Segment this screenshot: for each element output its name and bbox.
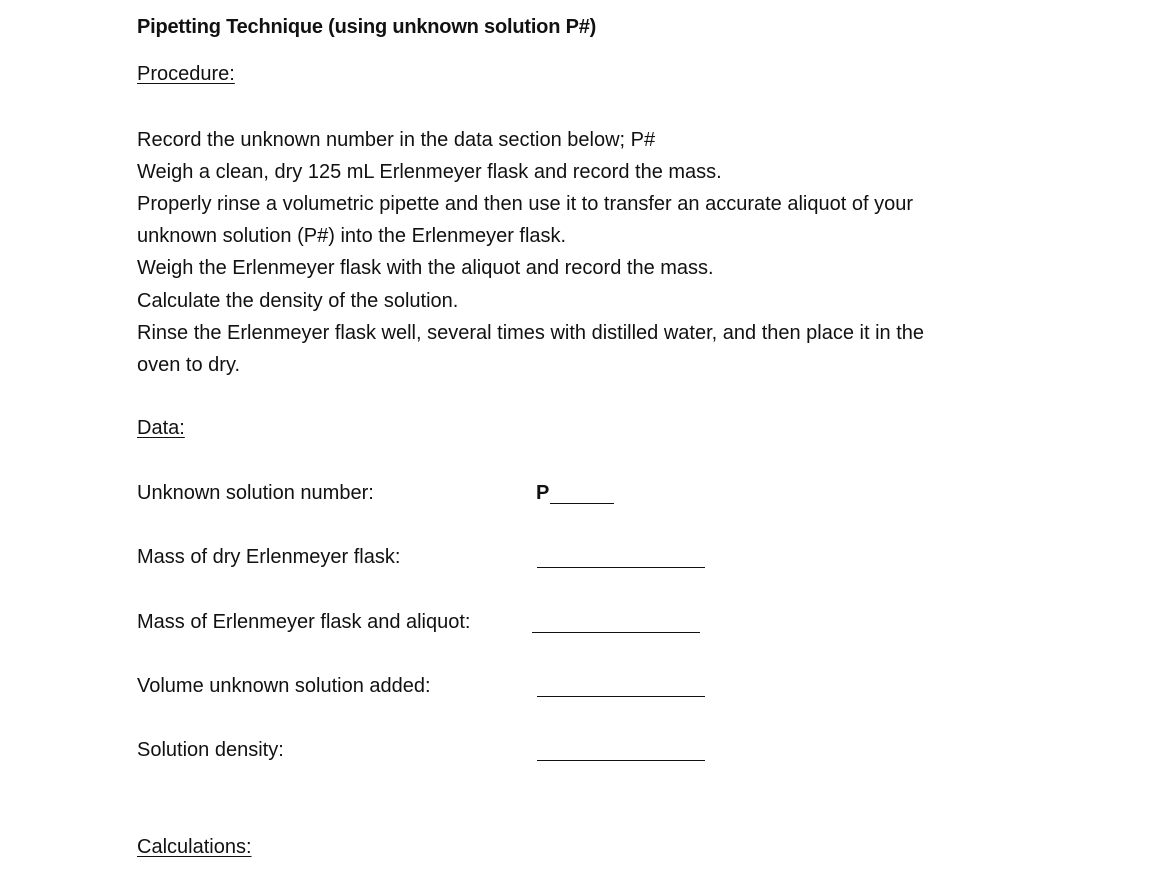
unknown-solution-prefix: P	[536, 482, 550, 504]
procedure-heading: Procedure:	[137, 63, 235, 85]
mass-dry-flask-label: Mass of dry Erlenmeyer flask:	[137, 546, 401, 568]
calculations-heading: Calculations:	[137, 836, 252, 858]
solution-density-blank[interactable]	[537, 760, 705, 761]
volume-added-label: Volume unknown solution added:	[137, 675, 431, 697]
mass-flask-aliquot-label: Mass of Erlenmeyer flask and aliquot:	[137, 611, 471, 633]
mass-flask-aliquot-blank[interactable]	[532, 632, 700, 633]
procedure-line: Properly rinse a volumetric pipette and then use it to transfer an accurate aliquot of your	[137, 193, 913, 215]
unknown-solution-number-label: Unknown solution number:	[137, 482, 374, 504]
procedure-line: unknown solution (P#) into the Erlenmeyer flask.	[137, 225, 567, 247]
solution-density-label: Solution density:	[137, 739, 284, 761]
procedure-line: Calculate the density of the solution.	[137, 290, 459, 312]
mass-dry-flask-blank[interactable]	[537, 567, 705, 568]
procedure-line: Weigh a clean, dry 125 mL Erlenmeyer flask and record the mass.	[137, 161, 722, 183]
data-heading: Data:	[137, 417, 185, 439]
document-title: Pipetting Technique (using unknown solution P#)	[137, 16, 597, 38]
unknown-solution-number-blank[interactable]	[550, 503, 614, 504]
procedure-line: Weigh the Erlenmeyer flask with the aliquot and record the mass.	[137, 257, 714, 279]
procedure-line: Record the unknown number in the data section below; P#	[137, 129, 656, 151]
procedure-line: oven to dry.	[137, 354, 241, 376]
procedure-line: Rinse the Erlenmeyer flask well, several times with distilled water, and then place it in the	[137, 322, 925, 344]
volume-added-blank[interactable]	[537, 696, 705, 697]
